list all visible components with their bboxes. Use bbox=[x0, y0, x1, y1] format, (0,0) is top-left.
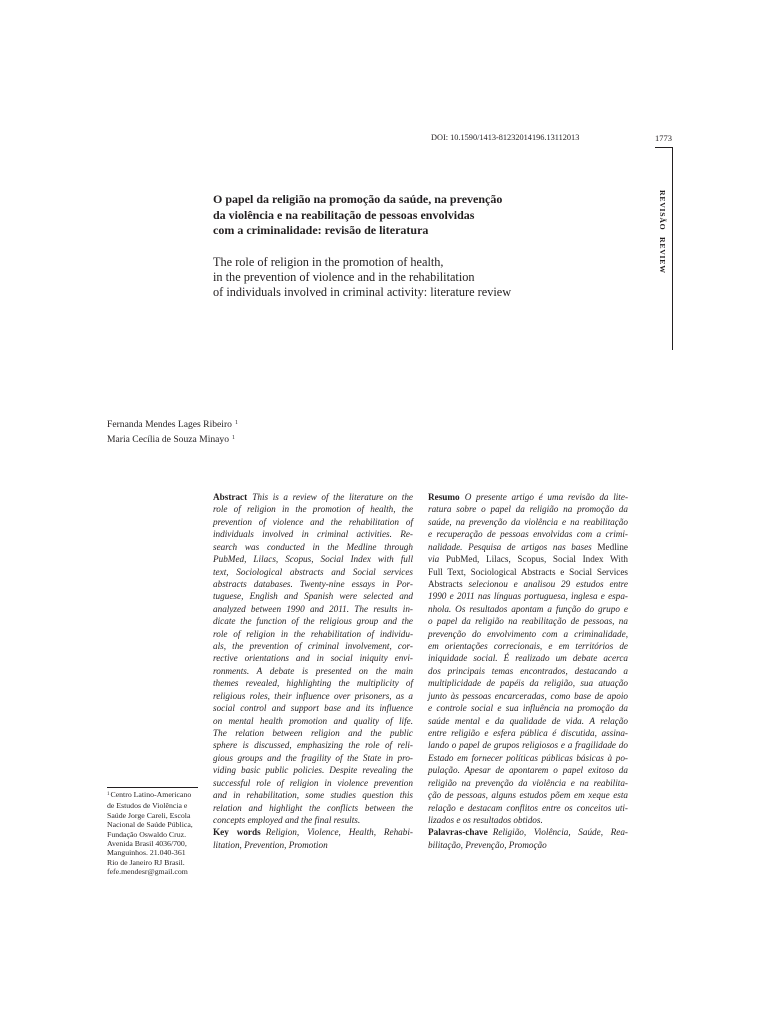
abstract-pt-text: dos principais temas encontrados, destacando a bbox=[428, 665, 628, 676]
footnote-line: Saúde Jorge Careli, Escola bbox=[107, 810, 191, 820]
author-list bbox=[107, 418, 238, 448]
section-label bbox=[657, 190, 667, 274]
abstract-en-line bbox=[213, 541, 413, 553]
abstract-en-line bbox=[213, 528, 413, 540]
abstract-pt-text: Religião, Violência, Saúde, Rea- bbox=[492, 827, 628, 838]
title-line: of individuals involved in criminal activity: literature review bbox=[213, 284, 512, 299]
abstract-en-line bbox=[213, 665, 413, 677]
author bbox=[107, 433, 238, 448]
abstract-pt-text: relação e destacam conflitos entre os conceitos uti- bbox=[428, 802, 628, 813]
author-affiliation-marker[interactable]: 1 bbox=[232, 435, 236, 441]
abstract-en-text: text, Sociological abstracts and Social services bbox=[213, 566, 413, 577]
abstract-pt-line bbox=[428, 802, 628, 814]
title-portuguese bbox=[213, 192, 502, 239]
abstract-en-text: The relation between religion and the public bbox=[213, 728, 413, 739]
footnote-line: Nacional de Saúde Pública, bbox=[107, 820, 193, 830]
title-line: com a criminalidade: revisão de literatura bbox=[213, 223, 429, 237]
abstract-en-text: on mental health promotion and quality of life. bbox=[213, 715, 413, 726]
abstract-pt-line bbox=[428, 777, 628, 789]
abstract-pt-line bbox=[428, 652, 628, 664]
title-line: da violência e na reabilitação de pessoas envolvidas bbox=[213, 207, 475, 222]
abstract-pt-line bbox=[428, 541, 628, 553]
abstract-pt-text: entre religião e esfera pública é discutida, assina- bbox=[428, 728, 628, 739]
abstract-en-line bbox=[213, 677, 413, 689]
abstract-en-line bbox=[213, 702, 413, 714]
abstract-en-text: successful role of religion in violence prevention bbox=[213, 777, 413, 788]
abstract-pt-line bbox=[428, 491, 628, 503]
abstract-pt-line bbox=[428, 578, 628, 590]
title-line: The role of religion in the promotion of health, bbox=[213, 254, 444, 269]
abstract-pt-line bbox=[428, 702, 628, 714]
abstract-en-line bbox=[213, 739, 413, 751]
footnote-marker: 1 bbox=[107, 791, 110, 797]
abstract-pt-text: 1990 e 2011 nas línguas portuguesa, inglesa e espa- bbox=[428, 591, 628, 602]
affiliation-footnote bbox=[107, 790, 193, 877]
abstract-en-text: role of religion in the rehabilitation of individu- bbox=[213, 628, 413, 639]
abstract-en-text: This is a review of the literature on the bbox=[252, 492, 413, 502]
abstract-pt-line bbox=[428, 677, 628, 689]
abstract-pt-text: religião na prevenção da violência e na reabilita- bbox=[428, 777, 628, 788]
footnote-line: Rio de Janeiro RJ Brasil. bbox=[107, 857, 185, 867]
footnote-rule bbox=[107, 787, 198, 788]
author-affiliation-marker[interactable]: 1 bbox=[234, 420, 238, 426]
abstract-en-line bbox=[213, 839, 413, 851]
abstract-en-text: and in rehabilitation, some studies question this bbox=[213, 790, 413, 801]
abstract-en-text: prevention of violence and the rehabilitation of bbox=[213, 516, 413, 527]
abstract-pt-line bbox=[428, 826, 628, 838]
footnote-line: de Estudos de Violência e bbox=[107, 801, 188, 811]
abstract-pt-line bbox=[428, 839, 628, 851]
abstract-pt-line bbox=[428, 764, 628, 776]
abstract-pt-line bbox=[428, 752, 628, 764]
abstract-pt-label: Palavras-chave bbox=[428, 827, 488, 838]
abstract-pt-text: e recuperação de pessoas envolvidas com a crimi- bbox=[428, 529, 628, 540]
abstract-en-line bbox=[213, 752, 413, 764]
abstract-pt-line bbox=[428, 566, 628, 578]
abstract-en-line bbox=[213, 652, 413, 664]
footnote-line: Manguinhos. 21.040-361 bbox=[107, 848, 186, 858]
abstract-en-text: role of religion in the promotion of health, the bbox=[213, 504, 413, 515]
abstract-en-line bbox=[213, 789, 413, 801]
footnote-line bbox=[107, 790, 193, 801]
footnote-text: Centro Latino-Americano bbox=[110, 790, 192, 799]
page-number: 1773 bbox=[655, 133, 672, 143]
abstract-pt-text: via bbox=[428, 554, 446, 565]
abstract-pt-text: saúde, na prevenção da violência e na reabilitação bbox=[428, 516, 628, 527]
doi[interactable]: DOI: 10.1590/1413-81232014196.13112013 bbox=[431, 133, 580, 142]
abstract-en-text: abstracts databases. Twenty-nine essays in Por- bbox=[213, 578, 413, 589]
abstract-pt-text: Medline bbox=[597, 541, 628, 552]
abstract-pt-text: lando o papel de grupos religiosos e a fragilidade do bbox=[428, 740, 628, 751]
abstract-pt-line bbox=[428, 789, 628, 801]
author-name: Maria Cecília de Souza Minayo bbox=[107, 434, 230, 445]
abstract-en-text: dicate the function of the religious group and the bbox=[213, 616, 413, 627]
abstract-pt-text: PubMed, Lilacs, Scopus, Social Index With bbox=[445, 554, 628, 565]
abstract-en-text: PubMed, Lilacs, Scopus, Social Index with full bbox=[213, 554, 413, 565]
abstract-pt-text: o papel da religião na reabilitação de pessoas, na bbox=[428, 616, 628, 627]
abstract-pt-text: bilitação, Prevenção, Promoção bbox=[428, 839, 547, 850]
abstract-pt-text: O presente artigo é uma revisão da lite- bbox=[464, 492, 628, 502]
section-label-en: REVIEW bbox=[658, 237, 667, 275]
abstract-pt-text: nhola. Os resultados apontam a função do grupo e bbox=[428, 603, 628, 614]
abstract-en-line bbox=[213, 727, 413, 739]
abstract-english bbox=[213, 491, 413, 851]
abstract-pt-text: Abstracts bbox=[428, 578, 469, 589]
abstract-en-line bbox=[213, 690, 413, 702]
abstract-en-line bbox=[213, 503, 413, 515]
abstract-pt-line bbox=[428, 665, 628, 677]
abstract-en-text: gious groups and the fragility of the State in pro- bbox=[213, 752, 413, 763]
footnote-email[interactable]: fefe.mendesr@gmail.com bbox=[107, 867, 188, 877]
abstract-en-line bbox=[213, 603, 413, 615]
abstract-en-text: viding basic public policies. Despite revealing the bbox=[213, 765, 413, 776]
title-line: in the prevention of violence and in the rehabilitation bbox=[213, 269, 475, 284]
abstract-en-line bbox=[213, 777, 413, 789]
abstract-en-text: sphere is discussed, emphasizing the role of reli- bbox=[213, 740, 413, 751]
abstract-pt-line bbox=[428, 503, 628, 515]
abstract-pt-line bbox=[428, 727, 628, 739]
abstract-en-line bbox=[213, 491, 413, 503]
abstract-en-line bbox=[213, 615, 413, 627]
abstract-pt-text: em orientações correcionais, e em territórios de bbox=[428, 641, 628, 652]
abstract-pt-text: saúde mental e da qualidade de vida. A relação bbox=[428, 715, 628, 726]
abstract-en-text: search was conducted in the Medline through bbox=[213, 541, 413, 552]
abstract-pt-line bbox=[428, 814, 628, 826]
abstract-en-line bbox=[213, 826, 413, 838]
abstract-en-text: rective orientations and in social iniquity envi- bbox=[213, 653, 413, 664]
abstract-en-text: analyzed between 1990 and 2011. The results in- bbox=[213, 603, 413, 614]
abstract-pt-line bbox=[428, 590, 628, 602]
abstract-en-text: tuguese, English and Spanish were selected and bbox=[213, 591, 413, 602]
abstract-en-line bbox=[213, 764, 413, 776]
abstract-pt-text: nalidade. Pesquisa de artigos nas bases bbox=[428, 541, 598, 552]
abstract-pt-text: ratura sobre o papel da religião na promoção da bbox=[428, 504, 628, 515]
side-rule bbox=[672, 147, 673, 350]
abstract-pt-line bbox=[428, 528, 628, 540]
abstract-pt-line bbox=[428, 628, 628, 640]
footnote-line: Avenida Brasil 4036/700, bbox=[107, 839, 187, 849]
abstract-pt-line bbox=[428, 690, 628, 702]
abstract-en-line bbox=[213, 578, 413, 590]
abstract-pt-text: e controle social e sua influência na promoção da bbox=[428, 703, 628, 714]
abstract-en-text: Religion, Violence, Health, Rehabi- bbox=[265, 827, 413, 838]
abstract-en-line bbox=[213, 566, 413, 578]
abstract-pt-text: ção de pessoas, alguns estudos põem em xeque esta bbox=[428, 790, 628, 801]
title-line: O papel da religião na promoção da saúde, na prevenção bbox=[213, 192, 503, 206]
abstract-pt-text: Full Text, Sociological Abstracts e Social Services bbox=[428, 566, 628, 577]
abstract-pt-line bbox=[428, 715, 628, 727]
author bbox=[107, 418, 238, 433]
abstract-pt-line bbox=[428, 739, 628, 751]
abstract-pt-line bbox=[428, 553, 628, 565]
author-name: Fernanda Mendes Lages Ribeiro bbox=[107, 419, 232, 430]
abstract-en-text: ronments. A debate is presented on the main bbox=[213, 665, 413, 676]
abstract-pt-text: selecionou e analisou 29 estudos entre bbox=[468, 578, 628, 589]
abstract-pt-text: prevenção do envolvimento com a criminalidade, bbox=[428, 628, 628, 639]
abstract-en-text: themes revealed, highlighting the multiplicity of bbox=[213, 678, 413, 689]
abstract-en-line bbox=[213, 814, 413, 826]
abstract-en-text: als, the prevention of criminal involvement, cor- bbox=[213, 641, 413, 652]
abstract-en-text: litation, Prevention, Promotion bbox=[213, 839, 328, 850]
abstract-pt-line bbox=[428, 603, 628, 615]
abstract-en-line bbox=[213, 640, 413, 652]
abstract-pt-text: iniquidade social. É realizado um debate acerca bbox=[428, 653, 628, 664]
abstract-en-line bbox=[213, 516, 413, 528]
abstract-en-line bbox=[213, 715, 413, 727]
abstract-en-text: concepts employed and the final results. bbox=[213, 814, 361, 825]
abstract-en-text: social control and support base and its influence bbox=[213, 703, 413, 714]
abstract-pt-line bbox=[428, 615, 628, 627]
abstract-en-line bbox=[213, 590, 413, 602]
abstract-en-text: individuals involved in criminal activities. Re- bbox=[213, 529, 413, 540]
abstract-pt-text: multiplicidade de papéis da religião, sua atuação bbox=[428, 678, 628, 689]
abstract-en-text: religious roles, their influence over prisoners, as a bbox=[213, 690, 413, 701]
abstract-portuguese bbox=[428, 491, 628, 851]
abstract-pt-line bbox=[428, 640, 628, 652]
abstract-pt-line bbox=[428, 516, 628, 528]
abstract-pt-text: pulação. Apesar de apontarem o papel exitoso da bbox=[428, 765, 628, 776]
abstract-en-line bbox=[213, 628, 413, 640]
abstract-pt-text: lizados e os resultados obtidos. bbox=[428, 814, 543, 825]
abstract-pt-label: Resumo bbox=[428, 492, 460, 502]
abstract-pt-text: Estado em fornecer políticas públicas básicas à po- bbox=[428, 752, 628, 763]
abstract-en-line bbox=[213, 802, 413, 814]
abstract-en-text: relation and highlight the conflicts between the bbox=[213, 802, 413, 813]
abstract-en-label: Abstract bbox=[213, 492, 248, 502]
abstract-pt-text: junto às pessoas encarceradas, como base de apoio bbox=[428, 690, 628, 701]
title-english bbox=[213, 255, 511, 300]
header-rule bbox=[655, 147, 673, 148]
abstract-en-label: Key words bbox=[213, 827, 261, 838]
abstract-en-line bbox=[213, 553, 413, 565]
section-label-pt: REVISÃO bbox=[658, 190, 667, 231]
footnote-line: Fundação Oswaldo Cruz. bbox=[107, 829, 187, 839]
